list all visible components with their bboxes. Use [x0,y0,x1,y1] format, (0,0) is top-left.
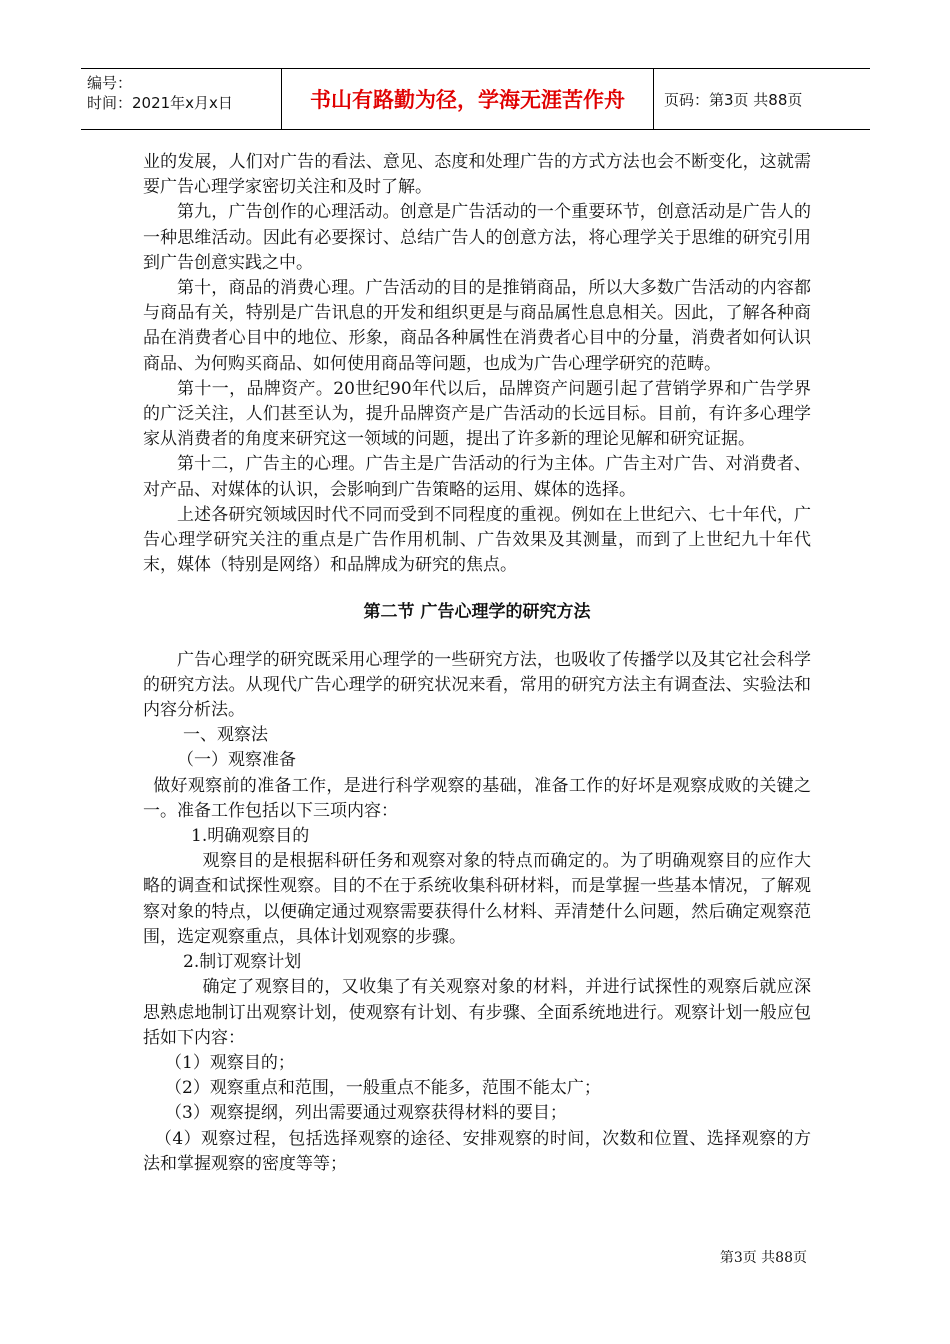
subheading: 1.明确观察目的 [191,826,310,847]
paragraph: 业的发展，人们对广告的看法、意见、态度和处理广告的方式方法也会不断变化，这就需要广告心理学家密切关注和及时了解。 [143,152,811,198]
list-item: （4）观察过程，包括选择观察的途径、安排观察的时间，次数和位置、选择观察的方法和掌握观察的密度等等； [143,1128,811,1174]
list-item: （3）观察提纲，列出需要通过观察获得材料的要目； [165,1103,567,1124]
page-header [81,68,870,130]
paragraph: 做好观察前的准备工作，是进行科学观察的基础，准备工作的好坏是观察成败的关键之一。准备工作包括以下三项内容： [143,775,811,821]
paragraph: 第十二，广告主的心理。广告主是广告活动的行为主体。广告主对广告、对消费者、对产品、对媒体的认识，会影响到广告策略的运用、媒体的选择。 [143,454,811,500]
paragraph: 确定了观察目的，又收集了有关观察对象的材料，并进行试探性的观察后就应深思熟虑地制订出观察计划，使观察有计划、有步骤、全面系统地进行。观察计划一般应包括如下内容： [143,977,811,1048]
document-date-label: 时间：2021年x月x日 [87,94,233,112]
paragraph: 第十一，品牌资产。20世纪90年代以后，品牌资产问题引起了营销学界和广告学界的广泛关注，人们甚至认为，提升品牌资产是广告活动的长远目标。目前，有许多心理学家从消费者的角度来研究这一领域的问题，提出了许多新的理论见解和研究证据。 [143,378,811,450]
document-body [143,150,811,1177]
subheading: 2.制订观察计划 [183,952,302,973]
list-item: （1）观察目的； [165,1052,295,1073]
paragraph: 上述各研究领域因时代不同而受到不同程度的重视。例如在上世纪六、七十年代，广告心理学研究关注的重点是广告作用机制、广告效果及其测量，而到了上世纪九十年代末，媒体（特别是网络）和品牌成为研究的焦点。 [143,504,811,576]
paragraph: 第十，商品的消费心理。广告活动的目的是推销商品，所以大多数广告活动的内容都与商品有关，特别是广告讯息的开发和组织更是与商品属性息息相关。因此，了解各种商品在消费者心目中的地位、形象，商品各种属性在消费者心目中的分量，消费者如何认识商品、为何购买商品、如何使用商品等问题，也成为广告心理学研究的范畴。 [143,278,811,374]
paragraph: 观察目的是根据科研任务和观察对象的特点而确定的。为了明确观察目的应作大略的调查和试探性观察。目的不在于系统收集科研材料，而是掌握一些基本情况，了解观察对象的特点，以便确定通过观察需要获得什么材料、弄清楚什么问题，然后确定观察范围，选定观察重点，具体计划观察的步骤。 [143,851,811,947]
section-title: 第二节 广告心理学的研究方法 [363,602,591,623]
paragraph: 第九，广告创作的心理活动。创意是广告活动的一个重要环节，创意活动是广告人的一种思维活动。因此有必要探讨、总结广告人的创意方法，将心理学关于思维的研究引用到广告创意实践之中。 [143,202,811,273]
paragraph: 广告心理学的研究既采用心理学的一些研究方法，也吸收了传播学以及其它社会科学的研究方法。从现代广告心理学的研究状况来看，常用的研究方法主有调查法、实验法和内容分析法。 [143,649,811,721]
subheading: 一、观察法 [183,725,268,746]
header-page-number: 页码：第3页 共88页 [664,90,803,109]
list-item: （2）观察重点和范围，一般重点不能多，范围不能太广； [165,1078,601,1099]
header-meta [81,69,281,129]
subheading: （一）观察准备 [177,750,296,771]
document-number-label: 编号： [87,74,133,92]
page-footer: 第3页 共88页 [719,1250,807,1266]
header-motto: 书山有路勤为径，学海无涯苦作舟 [281,69,654,129]
